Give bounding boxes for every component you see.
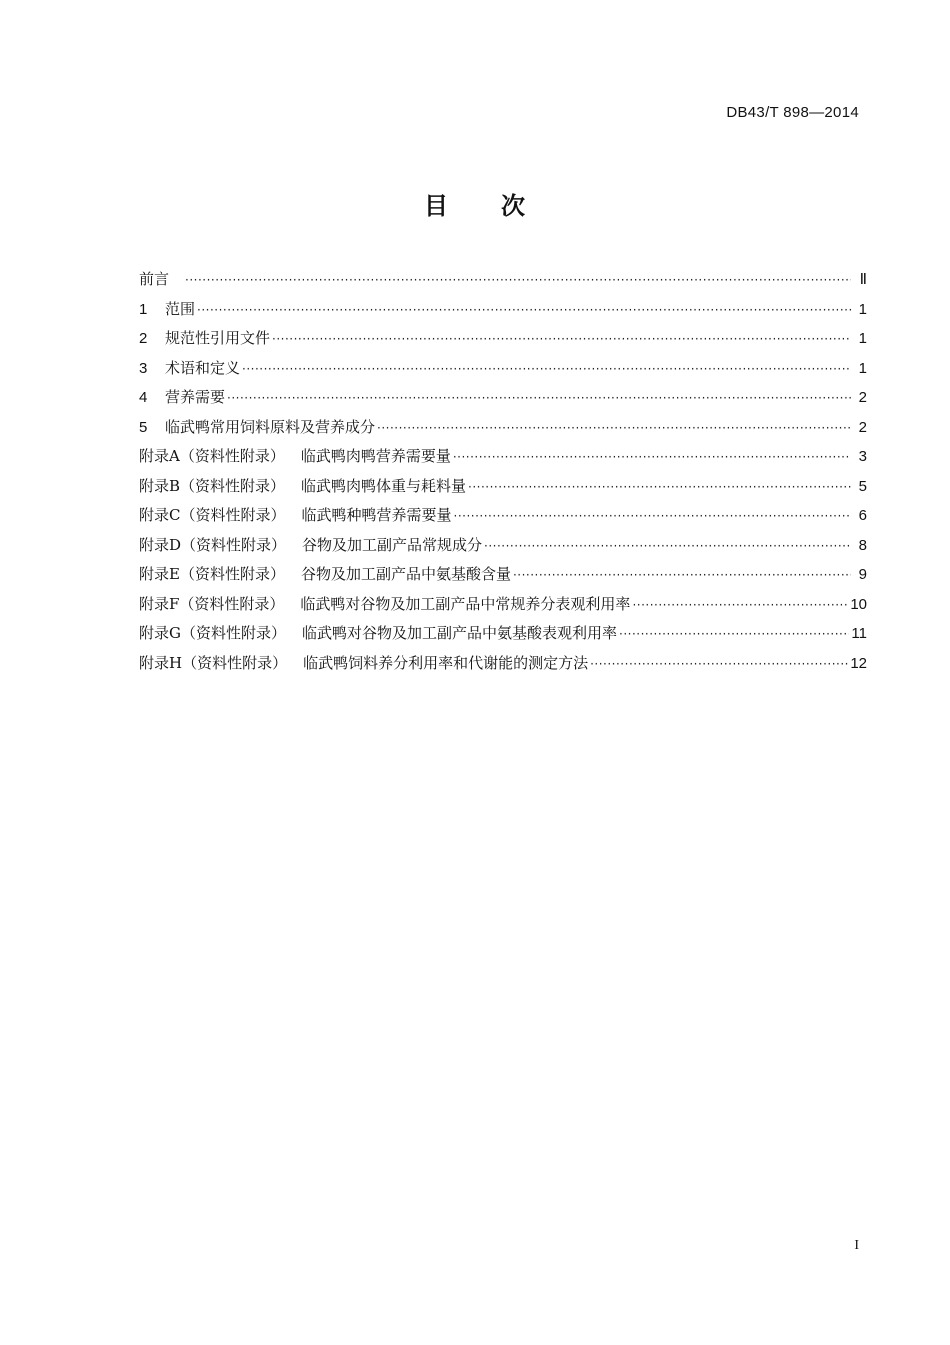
toc-entry-title: 临武鸭肉鸭体重与耗料量 bbox=[301, 476, 467, 495]
toc-entry-title: 术语和定义 bbox=[165, 358, 241, 377]
toc-entry-annex-label: 附录C（资料性附录） bbox=[139, 506, 286, 524]
toc-entry-annex-e[interactable] bbox=[139, 563, 867, 593]
toc-entry-label bbox=[139, 563, 511, 584]
toc-leader-dots bbox=[619, 627, 849, 641]
toc-entry-label bbox=[139, 534, 482, 555]
toc-entry-annex-h[interactable] bbox=[139, 652, 867, 682]
toc-list bbox=[139, 268, 867, 681]
toc-entry-page: 9 bbox=[858, 566, 867, 583]
toc-leader-dots bbox=[242, 362, 851, 376]
toc-leader-dots bbox=[227, 391, 851, 405]
toc-leader-dots bbox=[185, 273, 851, 287]
toc-leader-dots bbox=[197, 303, 851, 317]
toc-leader-dots bbox=[484, 539, 851, 553]
toc-leader-dots bbox=[454, 509, 852, 523]
toc-entry-label bbox=[139, 652, 588, 673]
toc-leader-dots bbox=[468, 480, 851, 494]
toc-entry-page: 11 bbox=[851, 625, 867, 642]
toc-leader-dots bbox=[377, 421, 851, 435]
toc-entry-label bbox=[139, 357, 240, 378]
toc-entry-section-4[interactable] bbox=[139, 386, 867, 416]
toc-entry-title: 临武鸭饲料养分利用率和代谢能的测定方法 bbox=[303, 653, 589, 672]
toc-leader-dots bbox=[513, 568, 851, 582]
toc-entry-label bbox=[139, 298, 195, 319]
toc-entry-title: 临武鸭常用饲料原料及营养成分 bbox=[165, 417, 376, 436]
toc-entry-page: 1 bbox=[858, 359, 867, 377]
toc-title bbox=[0, 186, 950, 221]
toc-entry-title: 临武鸭对谷物及加工副产品中常规养分表观利用率 bbox=[300, 594, 631, 613]
toc-entry-page: 12 bbox=[850, 654, 867, 672]
toc-entry-section-3[interactable] bbox=[139, 357, 867, 387]
toc-entry-title: 前言 bbox=[139, 270, 170, 288]
toc-entry-label bbox=[139, 504, 452, 525]
toc-entry-page: 2 bbox=[858, 389, 867, 406]
toc-entry-label bbox=[139, 593, 630, 614]
standard-number: DB43/T 898—2014 bbox=[726, 104, 859, 121]
toc-title-part2: 次 bbox=[501, 192, 526, 220]
toc-entry-number: 3 bbox=[139, 359, 148, 377]
toc-entry-page: 2 bbox=[858, 418, 867, 436]
toc-entry-label bbox=[139, 416, 375, 437]
toc-entry-page: 1 bbox=[858, 330, 867, 347]
toc-entry-annex-c[interactable] bbox=[139, 504, 867, 534]
toc-entry-annex-d[interactable] bbox=[139, 534, 867, 564]
toc-entry-page: 5 bbox=[858, 477, 867, 495]
toc-entry-number: 4 bbox=[139, 389, 148, 406]
toc-entry-annex-f[interactable] bbox=[139, 593, 867, 623]
toc-entry-label bbox=[139, 386, 225, 407]
page-folio: I bbox=[854, 1238, 859, 1253]
toc-entry-label bbox=[139, 268, 169, 289]
toc-entry-foreword[interactable] bbox=[139, 268, 867, 298]
toc-entry-page: 8 bbox=[858, 536, 867, 554]
toc-entry-annex-label: 附录E（资料性附录） bbox=[139, 565, 285, 583]
toc-entry-title: 规范性引用文件 bbox=[165, 329, 271, 347]
toc-entry-number: 1 bbox=[139, 300, 148, 318]
toc-entry-annex-label: 附录F（资料性附录） bbox=[139, 594, 285, 613]
toc-entry-number: 5 bbox=[139, 418, 148, 436]
toc-entry-label bbox=[139, 445, 451, 466]
toc-leader-dots bbox=[590, 657, 848, 671]
toc-entry-section-1[interactable] bbox=[139, 298, 867, 328]
toc-entry-annex-label: 附录G（资料性附录） bbox=[139, 624, 286, 642]
toc-entry-label bbox=[139, 475, 466, 496]
toc-entry-title: 营养需要 bbox=[165, 388, 226, 406]
toc-entry-title: 谷物及加工副产品常规成分 bbox=[302, 535, 483, 554]
toc-entry-title: 临武鸭肉鸭营养需要量 bbox=[300, 447, 451, 465]
toc-entry-label bbox=[139, 622, 617, 643]
toc-entry-page: 1 bbox=[858, 300, 867, 318]
toc-entry-annex-b[interactable] bbox=[139, 475, 867, 505]
toc-entry-title: 临武鸭种鸭营养需要量 bbox=[301, 506, 452, 524]
toc-entry-title: 谷物及加工副产品中氨基酸含量 bbox=[300, 565, 511, 583]
toc-entry-annex-label: 附录A（资料性附录） bbox=[139, 447, 285, 465]
toc-entry-title: 临武鸭对谷物及加工副产品中氨基酸表观利用率 bbox=[301, 624, 617, 642]
toc-leader-dots bbox=[453, 450, 851, 464]
toc-entry-label bbox=[139, 327, 270, 348]
toc-entry-section-5[interactable] bbox=[139, 416, 867, 446]
toc-title-part1: 目 bbox=[424, 192, 449, 220]
toc-entry-number: 2 bbox=[139, 330, 148, 347]
toc-entry-annex-a[interactable] bbox=[139, 445, 867, 475]
toc-entry-page: 3 bbox=[858, 448, 867, 465]
toc-entry-annex-label: 附录D（资料性附录） bbox=[139, 535, 287, 554]
toc-entry-annex-label: 附录B（资料性附录） bbox=[139, 476, 286, 495]
toc-entry-title: 范围 bbox=[165, 299, 196, 318]
toc-entry-page: 10 bbox=[850, 595, 867, 613]
toc-leader-dots bbox=[272, 332, 851, 346]
toc-entry-annex-label: 附录H（资料性附录） bbox=[139, 653, 288, 672]
toc-entry-section-2[interactable] bbox=[139, 327, 867, 357]
toc-leader-dots bbox=[632, 598, 848, 612]
toc-entry-page: 6 bbox=[858, 507, 867, 524]
toc-entry-page: Ⅱ bbox=[859, 271, 867, 288]
toc-entry-annex-g[interactable] bbox=[139, 622, 867, 652]
